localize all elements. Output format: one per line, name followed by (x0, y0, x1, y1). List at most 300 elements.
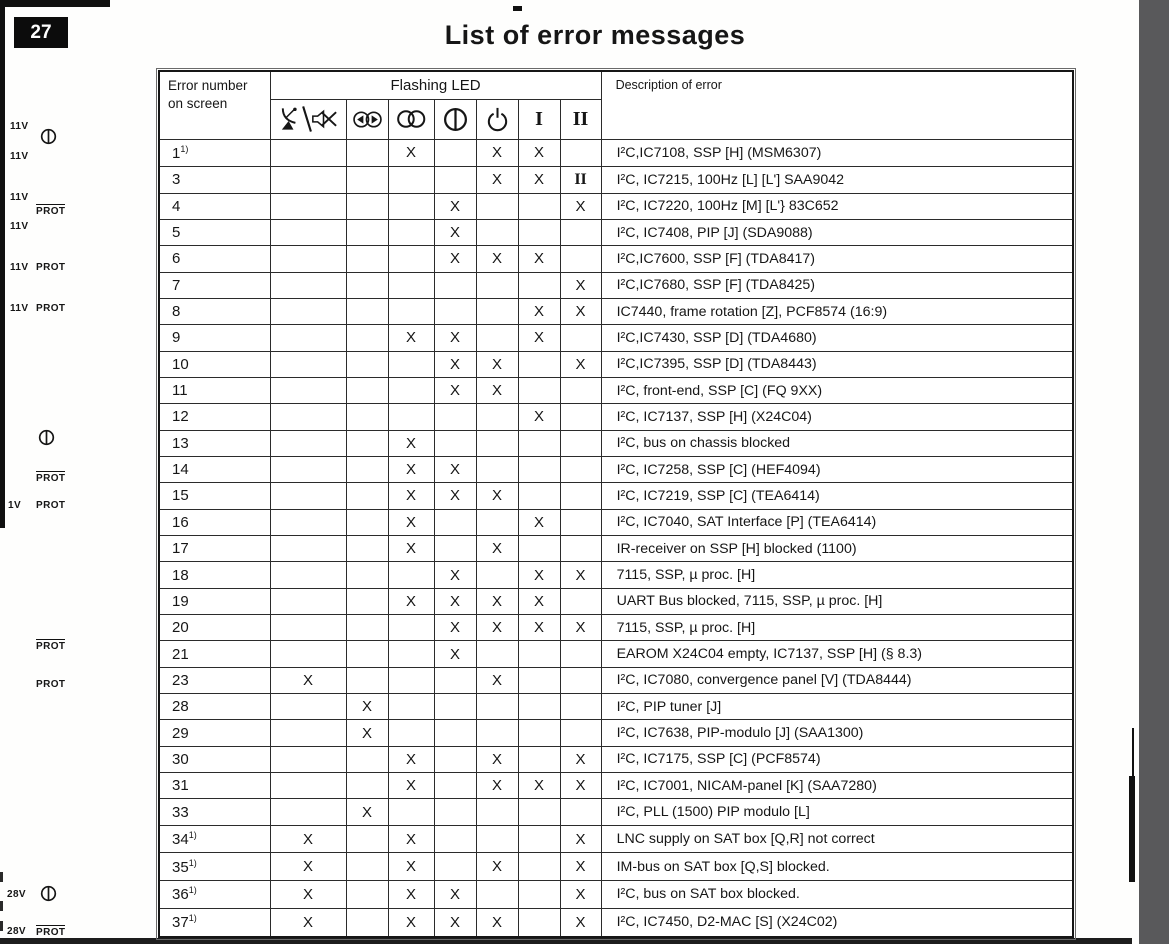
led-mark-cell: X (388, 825, 434, 853)
led-mark-cell (270, 351, 346, 377)
error-number-cell: 36$^{1)}$ (159, 881, 270, 909)
error-number-cell: 31 (159, 773, 270, 799)
led-mark-cell (346, 193, 388, 219)
table-row (159, 430, 1073, 456)
power-on-icon (443, 110, 468, 127)
led-mark-cell: X (434, 351, 476, 377)
error-number-cell: 18 (159, 562, 270, 588)
led-mark-cell (476, 193, 518, 219)
col-header-description: Description of error (601, 71, 1073, 139)
led-mark-cell (346, 246, 388, 272)
bottom-edge-bar (0, 938, 1132, 944)
led-mark-cell: X (560, 773, 601, 799)
led-mark-cell: X (434, 377, 476, 403)
led-mark-cell: X (388, 853, 434, 881)
led-mark-cell: X (518, 404, 560, 430)
led-mark-cell: X (518, 298, 560, 324)
led-mark-cell (270, 377, 346, 403)
led-mark-cell (270, 404, 346, 430)
led-mark-cell (388, 219, 434, 245)
led-mark-cell (270, 167, 346, 193)
led-mark-cell (388, 193, 434, 219)
table-row (159, 351, 1073, 377)
power-icon (38, 429, 55, 446)
led-mark-cell: X (560, 562, 601, 588)
table-row (159, 615, 1073, 641)
led-mark-cell: X (270, 908, 346, 937)
led-mark-cell (388, 615, 434, 641)
led-mark-cell (388, 562, 434, 588)
led-mark-cell: X (388, 881, 434, 909)
led-mark-cell (518, 908, 560, 937)
led-mark-cell: X (476, 483, 518, 509)
error-number-cell: 17 (159, 535, 270, 561)
led-column-header-program-1 (518, 99, 560, 139)
led-mark-cell (560, 799, 601, 825)
led-mark-cell (434, 667, 476, 693)
led-mark-cell (518, 825, 560, 853)
col-header-error-number: Error number on screen (159, 71, 270, 139)
led-mark-cell: X (560, 908, 601, 937)
led-mark-cell: X (476, 667, 518, 693)
led-mark-cell: X (346, 694, 388, 720)
led-mark-cell (346, 853, 388, 881)
led-mark-cell (270, 139, 346, 167)
led-mark-cell: X (518, 588, 560, 614)
description-cell: I²C, IC7220, 100Hz [M] [L'} 83C652 (601, 193, 1073, 219)
error-number-cell: 14 (159, 456, 270, 482)
led-mark-cell (518, 193, 560, 219)
led-mark-cell (346, 562, 388, 588)
led-mark-cell (518, 720, 560, 746)
led-mark-cell (346, 509, 388, 535)
description-cell: I²C, bus on SAT box blocked. (601, 881, 1073, 909)
description-cell: I²C, IC7450, D2-MAC [S] (X24C02) (601, 908, 1073, 937)
led-mark-cell (518, 641, 560, 667)
page-title: List of error messages (444, 20, 746, 50)
led-mark-cell: X (476, 615, 518, 641)
margin-label: PROT (36, 473, 66, 484)
led-mark-cell (518, 799, 560, 825)
led-mark-cell (388, 667, 434, 693)
led-mark-cell (476, 881, 518, 909)
led-mark-cell: X (346, 720, 388, 746)
description-cell: I²C, IC7040, SAT Interface [P] (TEA6414) (601, 509, 1073, 535)
led-mark-cell: X (560, 853, 601, 881)
led-mark-cell (346, 404, 388, 430)
led-mark-cell (346, 588, 388, 614)
error-number-cell: 8 (159, 298, 270, 324)
led-mark-cell (560, 720, 601, 746)
led-mark-cell (270, 430, 346, 456)
led-mark-cell: X (388, 483, 434, 509)
led-mark-cell (518, 456, 560, 482)
led-mark-cell: X (434, 325, 476, 351)
led-mark-cell (560, 694, 601, 720)
table-row (159, 694, 1073, 720)
table-row (159, 325, 1073, 351)
led-mark-cell: X (560, 298, 601, 324)
description-cell: I²C,IC7600, SSP [F] (TDA8417) (601, 246, 1073, 272)
led-mark-cell (270, 483, 346, 509)
led-mark-cell (476, 298, 518, 324)
led-mark-cell (476, 509, 518, 535)
led-mark-cell (518, 483, 560, 509)
led-mark-cell (434, 853, 476, 881)
linked-circles-icon (397, 110, 426, 127)
table-row (159, 746, 1073, 772)
led-mark-cell (434, 404, 476, 430)
led-mark-cell: X (388, 746, 434, 772)
led-mark-cell: X (346, 799, 388, 825)
led-mark-cell (476, 825, 518, 853)
led-mark-cell (388, 298, 434, 324)
led-mark-cell (434, 167, 476, 193)
led-mark-cell (346, 908, 388, 937)
error-number-cell: 33 (159, 799, 270, 825)
table-row (159, 641, 1073, 667)
description-cell: IM-bus on SAT box [Q,S] blocked. (601, 853, 1073, 881)
led-mark-cell: X (270, 825, 346, 853)
led-mark-cell (346, 535, 388, 561)
led-mark-cell (434, 773, 476, 799)
led-mark-cell: X (388, 430, 434, 456)
led-mark-cell (270, 535, 346, 561)
led-mark-cell (388, 377, 434, 403)
led-mark-cell: X (518, 139, 560, 167)
led-mark-cell (560, 246, 601, 272)
table-row (159, 167, 1073, 193)
led-mark-cell: X (560, 881, 601, 909)
left-edge-line (0, 0, 5, 528)
led-mark-cell (434, 298, 476, 324)
description-cell: I²C, IC7219, SSP [C] (TEA6414) (601, 483, 1073, 509)
table-row (159, 272, 1073, 298)
led-mark-cell (388, 167, 434, 193)
led-mark-cell (270, 325, 346, 351)
description-cell: I²C, IC7175, SSP [C] (PCF8574) (601, 746, 1073, 772)
table-row (159, 667, 1073, 693)
sat-mute-icon (277, 110, 339, 127)
description-cell: I²C, IC7215, 100Hz [L] [L'] SAA9042 (601, 167, 1073, 193)
led-mark-cell: X (560, 351, 601, 377)
table-row (159, 535, 1073, 561)
led-mark-cell: X (518, 509, 560, 535)
led-mark-cell (476, 272, 518, 298)
led-mark-cell: X (560, 825, 601, 853)
margin-label: PROT (36, 927, 66, 938)
led-mark-cell (270, 562, 346, 588)
led-mark-cell: X (476, 588, 518, 614)
error-number-cell: 29 (159, 720, 270, 746)
led-mark-cell (346, 483, 388, 509)
left-edge-mark (0, 901, 3, 911)
led-mark-cell: II (560, 167, 601, 193)
led-mark-cell: X (388, 908, 434, 937)
margin-label: PROT (36, 641, 66, 652)
led-mark-cell (346, 456, 388, 482)
error-number-cell: 3 (159, 167, 270, 193)
description-cell: LNC supply on SAT box [Q,R] not correct (601, 825, 1073, 853)
error-number-cell: 9 (159, 325, 270, 351)
led-mark-cell: X (560, 615, 601, 641)
led-mark-cell (388, 641, 434, 667)
led-mark-cell: X (476, 746, 518, 772)
description-cell: IR-receiver on SSP [H] blocked (1100) (601, 535, 1073, 561)
table-row (159, 588, 1073, 614)
led-mark-cell (346, 272, 388, 298)
led-mark-cell (270, 272, 346, 298)
table-row (159, 377, 1073, 403)
table-row (159, 483, 1073, 509)
description-cell: I²C, bus on chassis blocked (601, 430, 1073, 456)
led-mark-cell (270, 456, 346, 482)
description-cell: I²C,IC7108, SSP [H] (MSM6307) (601, 139, 1073, 167)
description-cell: I²C, front-end, SSP [C] (FQ 9XX) (601, 377, 1073, 403)
margin-label: 28V (7, 926, 26, 937)
led-mark-cell (434, 139, 476, 167)
led-mark-cell (518, 535, 560, 561)
table-row (159, 509, 1073, 535)
error-number-cell: 20 (159, 615, 270, 641)
led-mark-cell (346, 825, 388, 853)
led-mark-cell: X (518, 562, 560, 588)
error-number-cell: 5 (159, 219, 270, 245)
description-cell: I²C, IC7137, SSP [H] (X24C04) (601, 404, 1073, 430)
led-mark-cell: X (434, 246, 476, 272)
table-row (159, 773, 1073, 799)
led-mark-cell (270, 588, 346, 614)
table-row (159, 456, 1073, 482)
led-mark-cell (518, 377, 560, 403)
error-number-cell: 1$^{1)}$ (159, 139, 270, 167)
led-mark-cell (388, 694, 434, 720)
led-mark-cell (270, 746, 346, 772)
led-column-header-power-on (434, 99, 476, 139)
led-mark-cell (270, 219, 346, 245)
error-number-cell: 35$^{1)}$ (159, 853, 270, 881)
led-mark-cell (388, 720, 434, 746)
table-row (159, 881, 1073, 909)
scan-mark-thin (1132, 728, 1134, 778)
led-mark-cell (476, 720, 518, 746)
led-mark-cell: X (434, 908, 476, 937)
margin-label: 11V (10, 221, 29, 232)
led-mark-cell (346, 430, 388, 456)
led-mark-cell: X (434, 456, 476, 482)
error-number-cell: 6 (159, 246, 270, 272)
error-number-cell: 37$^{1)}$ (159, 908, 270, 937)
led-mark-cell: X (476, 167, 518, 193)
led-mark-cell (346, 641, 388, 667)
led-mark-cell: X (434, 483, 476, 509)
led-column-header-linked-circles (388, 99, 434, 139)
led-mark-cell (518, 746, 560, 772)
led-mark-cell (560, 377, 601, 403)
error-number-cell: 23 (159, 667, 270, 693)
led-mark-cell (476, 404, 518, 430)
led-mark-cell: X (476, 773, 518, 799)
page-number: 27 (14, 17, 68, 48)
led-mark-cell (270, 615, 346, 641)
led-mark-cell (476, 641, 518, 667)
led-mark-cell (270, 720, 346, 746)
led-column-header-standby (476, 99, 518, 139)
led-column-header-sat-mute (270, 99, 346, 139)
led-mark-cell: X (476, 535, 518, 561)
led-mark-cell (560, 404, 601, 430)
margin-label: 11V (10, 151, 29, 162)
margin-label: PROT (36, 303, 66, 314)
error-number-cell: 34$^{1)}$ (159, 825, 270, 853)
led-mark-cell (560, 325, 601, 351)
led-mark-cell (346, 167, 388, 193)
led-mark-cell (560, 139, 601, 167)
led-mark-cell: X (388, 509, 434, 535)
table-row (159, 404, 1073, 430)
led-mark-cell (270, 694, 346, 720)
description-cell: EAROM X24C04 empty, IC7137, SSP [H] (§ 8.3) (601, 641, 1073, 667)
table-row (159, 825, 1073, 853)
led-mark-cell (434, 746, 476, 772)
led-mark-cell: X (518, 325, 560, 351)
led-mark-cell (518, 667, 560, 693)
margin-label: 11V (10, 303, 29, 314)
led-mark-cell: X (476, 908, 518, 937)
led-mark-cell (434, 694, 476, 720)
led-mark-cell: X (560, 193, 601, 219)
led-mark-cell (270, 773, 346, 799)
error-message-table (158, 70, 1074, 938)
error-number-cell: 30 (159, 746, 270, 772)
left-edge-mark (0, 921, 3, 931)
led-mark-cell (476, 430, 518, 456)
error-number-cell: 7 (159, 272, 270, 298)
margin-label: 28V (7, 889, 26, 900)
led-mark-cell (346, 615, 388, 641)
led-column-header-program-2 (560, 99, 601, 139)
dual-sound-icon (352, 110, 383, 127)
led-mark-cell: X (476, 139, 518, 167)
led-mark-cell (388, 404, 434, 430)
table-row (159, 298, 1073, 324)
program-1-icon: I (535, 108, 543, 130)
error-number-cell: 16 (159, 509, 270, 535)
led-mark-cell: X (270, 853, 346, 881)
margin-label: 11V (10, 262, 29, 273)
led-mark-cell (434, 825, 476, 853)
led-mark-cell (434, 720, 476, 746)
led-mark-cell (270, 298, 346, 324)
led-mark-cell (518, 351, 560, 377)
led-mark-cell: X (388, 325, 434, 351)
led-mark-cell (346, 139, 388, 167)
led-mark-cell (476, 456, 518, 482)
led-mark-cell: X (388, 773, 434, 799)
margin-label: PROT (36, 500, 66, 511)
description-cell: 7115, SSP, µ proc. [H] (601, 562, 1073, 588)
led-mark-cell: X (560, 746, 601, 772)
led-mark-cell (346, 667, 388, 693)
description-cell: I²C, PIP tuner [J] (601, 694, 1073, 720)
led-mark-cell: X (476, 246, 518, 272)
led-mark-cell: X (388, 139, 434, 167)
description-cell: I²C,IC7430, SSP [D] (TDA4680) (601, 325, 1073, 351)
table-row (159, 246, 1073, 272)
led-mark-cell (388, 799, 434, 825)
error-number-cell: 13 (159, 430, 270, 456)
led-mark-cell: X (388, 456, 434, 482)
led-mark-cell (518, 219, 560, 245)
led-mark-cell: X (388, 535, 434, 561)
led-mark-cell: X (434, 193, 476, 219)
led-mark-cell (560, 456, 601, 482)
led-mark-cell: X (434, 588, 476, 614)
led-mark-cell (518, 853, 560, 881)
led-mark-cell (434, 509, 476, 535)
led-mark-cell (434, 799, 476, 825)
power-icon (40, 885, 57, 902)
description-cell: I²C, IC7258, SSP [C] (HEF4094) (601, 456, 1073, 482)
led-mark-cell (270, 799, 346, 825)
led-mark-cell (270, 641, 346, 667)
description-cell: I²C, IC7001, NICAM-panel [K] (SAA7280) (601, 773, 1073, 799)
led-mark-cell (560, 588, 601, 614)
led-mark-cell (346, 881, 388, 909)
led-mark-cell: X (434, 219, 476, 245)
scan-mark-thick (1129, 776, 1135, 882)
error-number-cell: 19 (159, 588, 270, 614)
led-mark-cell (476, 799, 518, 825)
led-mark-cell: X (434, 615, 476, 641)
error-number-cell: 15 (159, 483, 270, 509)
led-mark-cell: X (388, 588, 434, 614)
led-mark-cell (270, 193, 346, 219)
error-number-cell: 12 (159, 404, 270, 430)
program-2-icon: II (572, 108, 589, 130)
led-mark-cell (346, 746, 388, 772)
description-cell: I²C, IC7408, PIP [J] (SDA9088) (601, 219, 1073, 245)
led-mark-cell: X (518, 615, 560, 641)
led-mark-cell (434, 430, 476, 456)
led-mark-cell: X (518, 246, 560, 272)
error-number-cell: 4 (159, 193, 270, 219)
led-mark-cell (270, 246, 346, 272)
led-mark-cell (346, 219, 388, 245)
table-row (159, 562, 1073, 588)
led-mark-cell (434, 535, 476, 561)
led-mark-cell (518, 430, 560, 456)
led-mark-cell (560, 509, 601, 535)
table-row (159, 720, 1073, 746)
led-mark-cell (270, 509, 346, 535)
description-cell: UART Bus blocked, 7115, SSP, µ proc. [H] (601, 588, 1073, 614)
led-mark-cell (476, 562, 518, 588)
description-cell: 7115, SSP, µ proc. [H] (601, 615, 1073, 641)
led-mark-cell (560, 667, 601, 693)
error-number-cell: 28 (159, 694, 270, 720)
led-mark-cell: X (476, 853, 518, 881)
margin-label: 1V (8, 500, 22, 511)
led-mark-cell: X (270, 881, 346, 909)
led-column-header-dual-sound (346, 99, 388, 139)
led-mark-cell (560, 483, 601, 509)
scan-speck (513, 6, 522, 11)
led-mark-cell: X (476, 377, 518, 403)
col-header-flashing-led: Flashing LED (270, 71, 601, 99)
led-mark-cell: X (518, 167, 560, 193)
table-row (159, 193, 1073, 219)
